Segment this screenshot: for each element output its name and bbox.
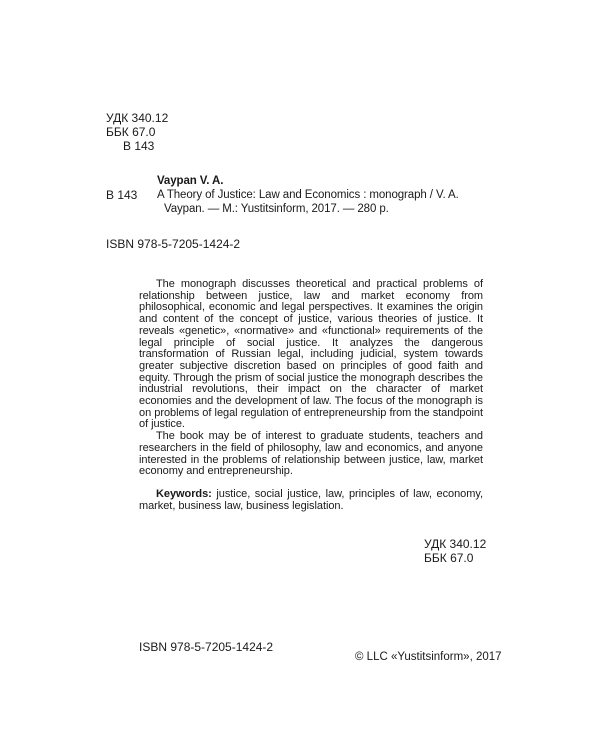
udk-code-bottom: УДК 340.12 <box>424 537 487 551</box>
abstract-paragraph-1: The monograph discusses theoretical and practical problems of relationship between justice, law and market economy from philosophical, economic and legal perspectives. It examines the origin and content of the concept of justice, various theories of justice. It reveals «genetic», «normative» and «functional» requirements of the legal principle of social justice. It analyzes the dangerous transformation of Russian legal, including judicial, system towards greater subjective discretion based on principles of good faith and equity. Through the prism of social justice the monograph describes the industrial revolutions, their impact on the character of market economies and the development of law. The focus of the monograph is on problems of legal regulation of entrepreneurship from the standpoint of justice. <box>139 278 483 431</box>
abstract-paragraph-2: The book may be of interest to graduate students, teachers and researchers in the field of philosophy, law and economics, and anyone interested in the problems of relationship between justice, law, market economy and entrepreneurship. <box>139 430 483 478</box>
abstract <box>139 279 483 512</box>
bbk-code: ББК 67.0 <box>106 125 156 139</box>
author-mark: В 143 <box>123 139 155 153</box>
entry-description: A Theory of Justice: Law and Economics : monograph / V. A. Vaypan. — M.: Yustitsinform, 2017. — 280 p. <box>157 189 459 215</box>
isbn-top: ISBN 978-5-7205-1424-2 <box>106 237 241 251</box>
catalog-entry-id: В 143 <box>106 188 138 202</box>
isbn-bottom: ISBN 978-5-7205-1424-2 <box>139 640 274 654</box>
entry-author: Vaypan V. A. <box>157 175 224 187</box>
catalog-entry <box>157 174 497 216</box>
udk-code: УДК 340.12 <box>106 111 169 125</box>
keywords-list: justice, social justice, law, principles of law, economy, market, business law, business legislation. <box>139 487 483 512</box>
classification-codes-bottom <box>424 537 486 565</box>
copyright-notice: © LLC «Yustitsinform», 2017 <box>355 651 502 663</box>
keywords-label: Keywords: <box>156 487 212 500</box>
keywords-paragraph <box>139 489 483 512</box>
classification-codes <box>106 111 168 153</box>
bbk-code-bottom: ББК 67.0 <box>424 551 474 565</box>
